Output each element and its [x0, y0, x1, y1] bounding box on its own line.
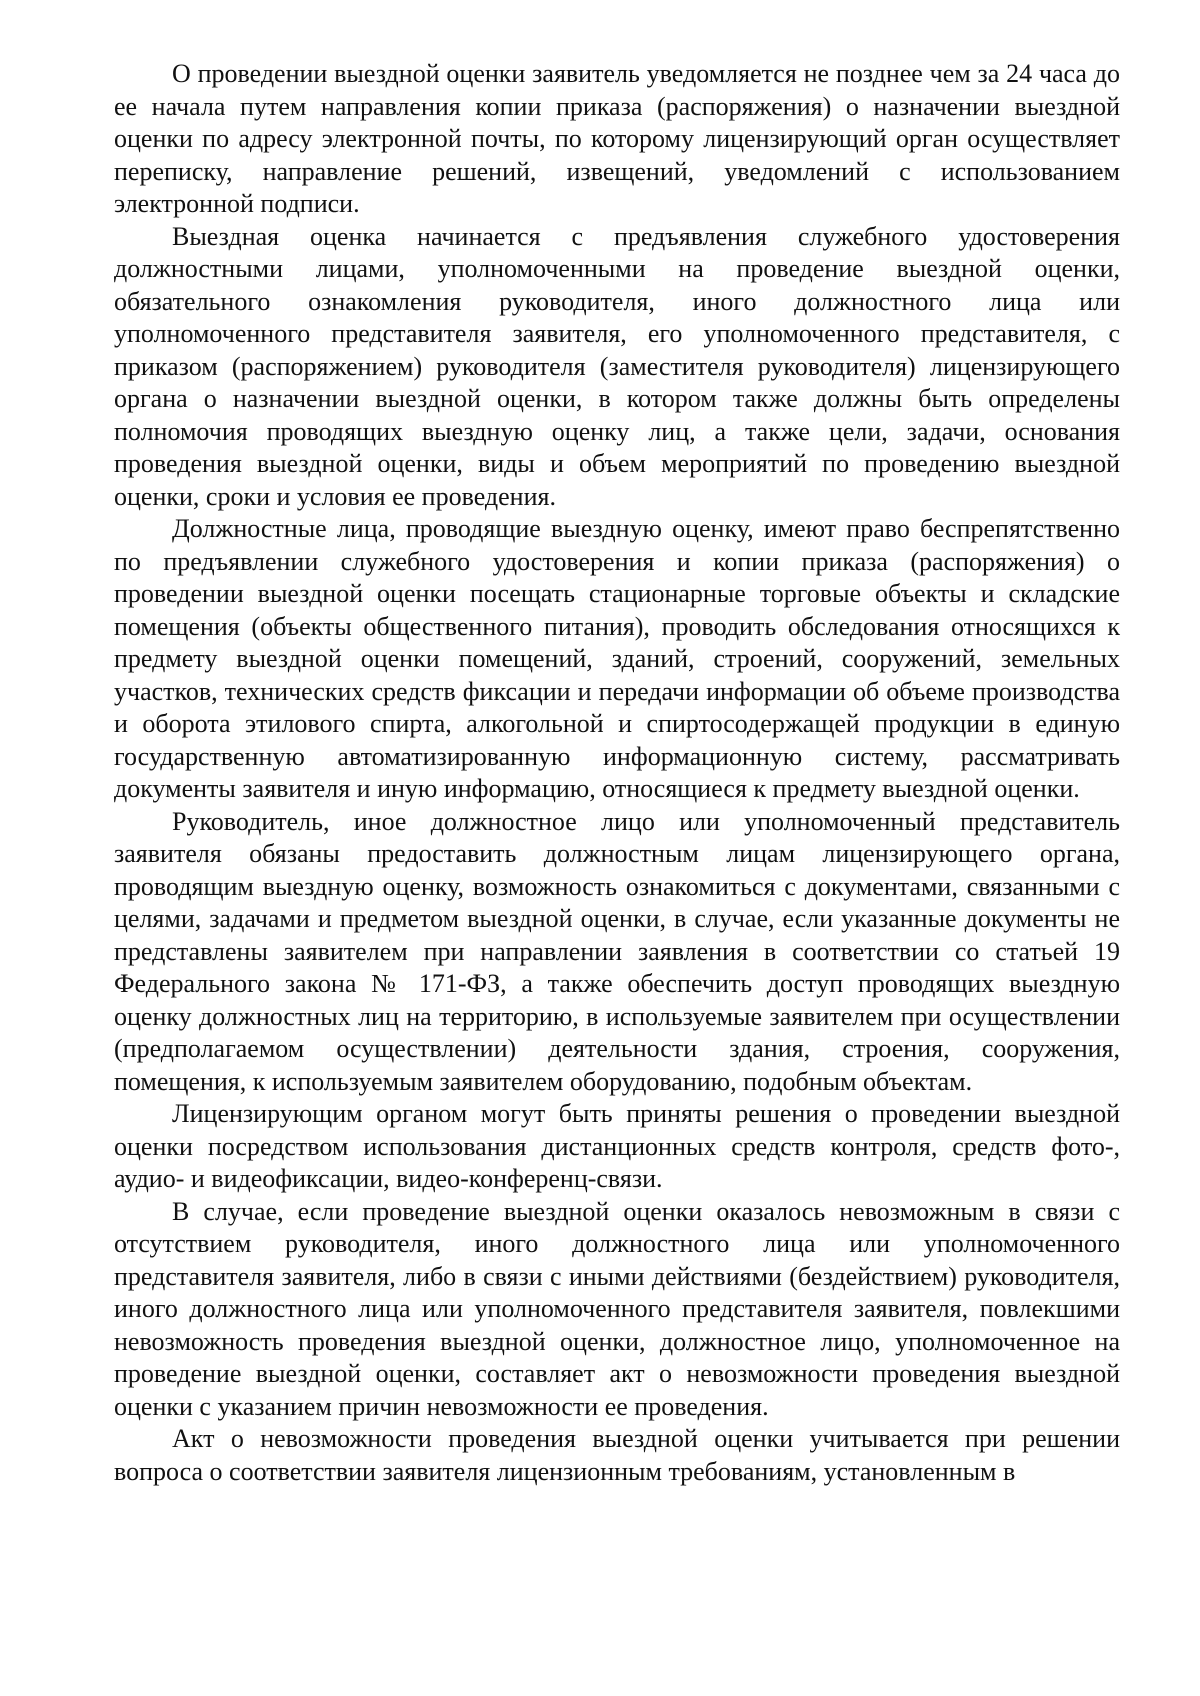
paragraph-impossibility: В случае, если проведение выездной оценки оказалось невозможным в связи с отсутствием руководителя, иного должностного лица или уполномоченного представителя заявителя, либо в связи с иными действиями (бездействием) руководителя, иного должностного лица или уполномоченного представителя заявителя, повлекшими невозможность проведения выездной оценки, должностное лицо, уполномоченное на проведение выездной оценки, составляет акт о невозможности проведения выездной оценки с указанием причин невозможности ее проведения.: [114, 1196, 1120, 1421]
paragraph-officials-rights: Должностные лица, проводящие выездную оценку, имеют право беспрепятственно по предъявлении служебного удостоверения и копии приказа (распоряжения) о проведении выездной оценки посещать стационарные торговые объекты и складские помещения (объекты общественного питания), проводить обследования относящихся к предмету выездной оценки помещений, зданий, строений, сооружений, земельных участков, технических средств фиксации и передачи информации об объеме производства и оборота этилового спирта, алкогольной и спиртосодержащей продукции в единую государственную автоматизированную информационную систему, рассматривать документы заявителя и иную информацию, относящиеся к предмету выездной оценки.: [114, 514, 1120, 803]
paragraph-notification: О проведении выездной оценки заявитель уведомляется не позднее чем за 24 часа до ее начала путем направления копии приказа (распоряжения) о назначении выездной оценки по адресу электронной почты, по которому лицензирующий орган осуществляет переписку, направление решений, извещений, уведомлений с использованием электронной подписи.: [114, 59, 1120, 218]
paragraph-applicant-obligations: Руководитель, иное должностное лицо или уполномоченный представитель заявителя обязаны предоставить должностным лицам лицензирующего органа, проводящим выездную оценку, возможность ознакомиться с документами, связанными с целями, задачами и предметом выездной оценки, в случае, если указанные документы не представлены заявителем при направлении заявления в соответствии со статьей 19 Федерального закона № 171-ФЗ, а также обеспечить доступ проводящих выездную оценку должностных лиц на территорию, в используемые заявителем при осуществлении (предполагаемом осуществлении) деятельности здания, строения, сооружения, помещения, к используемым заявителем оборудованию, подобным объектам.: [114, 806, 1120, 1096]
paragraph-start-of-assessment: Выездная оценка начинается с предъявления служебного удостоверения должностными лицами, уполномоченными на проведение выездной оценки, обязательного ознакомления руководителя, иного должностного лица или уполномоченного представителя заявителя, его уполномоченного представителя, с приказом (распоряжением) руководителя (заместителя руководителя) лицензирующего органа о назначении выездной оценки, в котором также должны быть определены полномочия проводящих выездную оценку лиц, а также цели, задачи, основания проведения выездной оценки, виды и объем мероприятий по проведению выездной оценки, сроки и условия ее проведения.: [114, 221, 1120, 511]
paragraph-impossibility-act: Акт о невозможности проведения выездной оценки учитывается при решении вопроса о соответствии заявителя лицензионным требованиям, установленным в: [114, 1424, 1120, 1486]
paragraph-remote-assessment: Лицензирующим органом могут быть приняты решения о проведении выездной оценки посредством использования дистанционных средств контроля, средств фото-, аудио- и видеофиксации, видео-конференц-связи.: [114, 1099, 1120, 1193]
